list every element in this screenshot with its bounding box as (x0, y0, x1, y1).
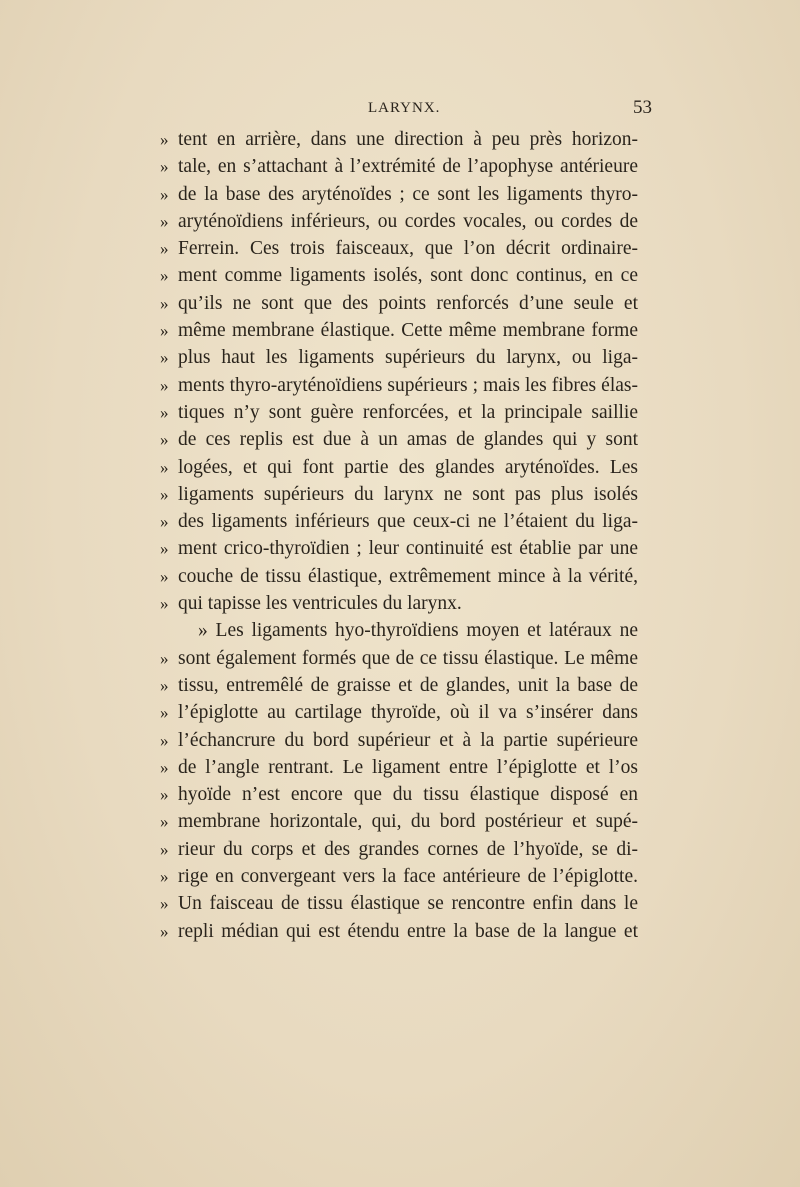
line-text: des ligaments inférieurs que ceux-ci ne l’étaient du liga- (178, 511, 638, 533)
quote-mark: » (160, 321, 169, 341)
quote-mark: » (160, 785, 169, 805)
quote-mark: » (160, 921, 169, 941)
running-title: LARYNX. (368, 100, 441, 116)
text-line (160, 481, 638, 508)
quote-mark: » (160, 594, 169, 614)
text-line (160, 181, 638, 208)
text-line (160, 317, 638, 344)
quote-mark: » (160, 757, 169, 777)
line-text: Un faisceau de tissu élastique se rencontre enfin dans le (178, 893, 638, 915)
line-text: Ferrein. Ces trois faisceaux, que l’on décrit ordinaire- (178, 238, 638, 260)
page-header (160, 92, 652, 122)
quote-mark: » (160, 675, 169, 695)
line-text: tent en arrière, dans une direction à peu près horizon- (178, 129, 638, 150)
text-line (160, 645, 638, 672)
line-text: de l’angle rentrant. Le ligament entre l’épiglotte et l’os (178, 756, 638, 778)
page-number: 53 (633, 97, 652, 118)
quote-mark: » (160, 539, 169, 559)
text-line (160, 590, 638, 617)
quote-mark: » (160, 239, 169, 259)
line-text: ment comme ligaments isolés, sont donc continus, en ce (178, 265, 638, 287)
quote-mark: » (160, 430, 169, 450)
quote-mark: » (160, 867, 169, 887)
text-line (160, 235, 638, 262)
line-text: l’épiglotte au cartilage thyroïde, où il va s’insérer dans (178, 702, 638, 724)
quote-mark: » (160, 703, 169, 723)
quote-mark: » (160, 184, 169, 204)
quote-mark: » (160, 211, 169, 231)
text-line (160, 836, 638, 863)
text-line (160, 617, 638, 644)
line-text: rieur du corps et des grandes cornes de l’hyoïde, se di- (178, 838, 638, 860)
quote-mark: » (160, 812, 169, 832)
text-line (160, 399, 638, 426)
line-text: hyoïde n’est encore que du tissu élastique disposé en (178, 784, 638, 806)
quote-mark: » (160, 157, 169, 177)
quote-mark: » (160, 402, 169, 422)
text-line (160, 372, 638, 399)
quote-mark: » (160, 894, 169, 914)
line-text: de la base des aryténoïdes ; ce sont les ligaments thyro- (178, 183, 638, 205)
quote-mark: » (160, 512, 169, 532)
line-text: ments thyro-aryténoïdiens supérieurs ; mais les fibres élas- (178, 374, 638, 396)
quote-mark: » (160, 730, 169, 750)
line-text: de ces replis est due à un amas de glandes qui y sont (178, 429, 638, 451)
text-line (160, 863, 638, 890)
quote-mark: » (160, 457, 169, 477)
quote-mark: » (160, 348, 169, 368)
line-text: aryténoïdiens inférieurs, ou cordes vocales, ou cordes de (178, 210, 638, 232)
text-line (160, 918, 638, 945)
text-line (160, 290, 638, 317)
line-text: ment crico-thyroïdien ; leur continuité est établie par une (178, 538, 638, 560)
text-line (160, 153, 638, 180)
line-text: qui tapisse les ventricules du larynx. (178, 593, 462, 615)
text-line (160, 508, 638, 535)
line-text: rige en convergeant vers la face antérieure de l’épiglotte. (178, 866, 638, 888)
quote-mark: » (160, 566, 169, 586)
text-line (160, 890, 638, 917)
text-line (160, 344, 638, 371)
quote-mark: » (160, 130, 169, 149)
text-line (160, 426, 638, 453)
line-text: logées, et qui font partie des glandes aryténoïdes. Les (178, 456, 638, 478)
line-text: plus haut les ligaments supérieurs du larynx, ou liga- (178, 347, 638, 369)
text-line (160, 727, 638, 754)
quote-mark: » (160, 293, 169, 313)
text-line (160, 672, 638, 699)
text-line (160, 208, 638, 235)
quote-mark: » (160, 648, 169, 668)
text-line (160, 781, 638, 808)
line-text: ligaments supérieurs du larynx ne sont pas plus isolés (178, 483, 638, 505)
text-line (160, 454, 638, 481)
text-line (160, 754, 638, 781)
line-text: couche de tissu élastique, extrêmement mince à la vérité, (178, 565, 638, 587)
line-text: l’échancrure du bord supérieur et à la partie supérieure (178, 729, 638, 751)
quote-mark: » (160, 839, 169, 859)
text-line (160, 699, 638, 726)
text-line (160, 563, 638, 590)
line-text: tiques n’y sont guère renforcées, et la principale saillie (178, 401, 638, 423)
line-text: repli médian qui est étendu entre la base de la langue et (178, 920, 638, 942)
line-text: tale, en s’attachant à l’extrémité de l’apophyse antérieure (178, 156, 638, 178)
body-text (160, 126, 638, 945)
line-text: » Les ligaments hyo-thyroïdiens moyen et latéraux ne (198, 620, 638, 642)
quote-mark: » (160, 266, 169, 286)
text-line (160, 808, 638, 835)
text-line (160, 262, 638, 289)
quote-mark: » (160, 484, 169, 504)
text-line (160, 126, 638, 153)
line-text: qu’ils ne sont que des points renforcés d’une seule et (178, 292, 638, 314)
quote-mark: » (160, 375, 169, 395)
line-text: tissu, entremêlé de graisse et de glandes, unit la base de (178, 674, 638, 696)
line-text: membrane horizontale, qui, du bord postérieur et supé- (178, 811, 638, 833)
line-text: même membrane élastique. Cette même membrane forme (178, 320, 638, 342)
text-line (160, 535, 638, 562)
line-text: sont également formés que de ce tissu élastique. Le même (178, 647, 638, 669)
